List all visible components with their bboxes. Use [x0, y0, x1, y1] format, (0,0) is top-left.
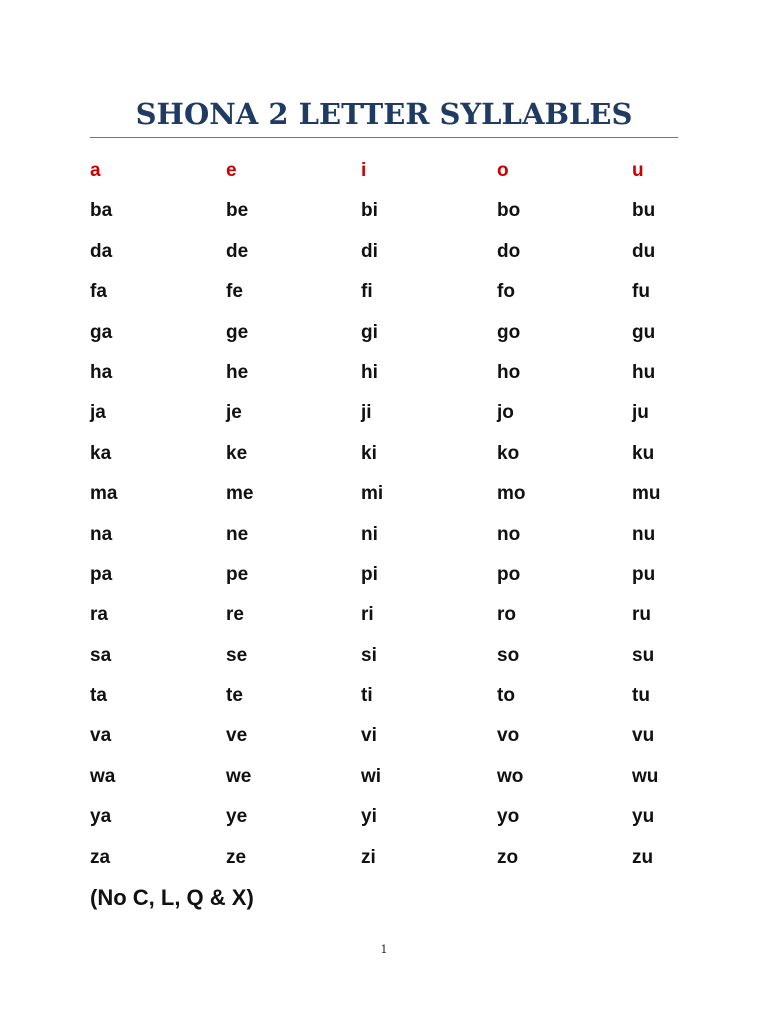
- syllable-cell: ma: [90, 483, 118, 505]
- syllable-cell: be: [226, 200, 249, 222]
- syllable-cell: je: [226, 402, 242, 424]
- syllable-cell: ga: [90, 321, 113, 343]
- vowel-cell: i: [361, 160, 367, 181]
- syllable-cell: jo: [497, 402, 514, 424]
- syllable-cell: wu: [632, 765, 659, 787]
- syllable-cell: gi: [361, 321, 378, 343]
- syllable-cell: ni: [361, 523, 378, 545]
- title-underline: [90, 137, 678, 138]
- syllable-cell: re: [226, 604, 244, 626]
- syllable-cell: da: [90, 240, 113, 262]
- syllable-cell: ye: [226, 806, 248, 828]
- syllable-cell: vu: [632, 725, 655, 747]
- syllable-cell: hi: [361, 361, 378, 383]
- syllable-cell: ti: [361, 685, 373, 707]
- page-title: SHONA 2 LETTER SYLLABLES: [135, 97, 633, 131]
- syllable-cell: fe: [226, 281, 243, 303]
- syllable-cell: ji: [361, 402, 372, 424]
- syllable-cell: za: [90, 846, 111, 868]
- syllable-cell: ta: [90, 685, 107, 707]
- syllable-cell: mo: [497, 483, 526, 505]
- syllable-cell: tu: [632, 685, 650, 707]
- syllable-cell: va: [90, 725, 112, 747]
- syllable-cell: ne: [226, 523, 249, 545]
- syllable-cell: fi: [361, 281, 373, 303]
- syllable-cell: na: [90, 523, 113, 545]
- vowel-cell: a: [90, 160, 101, 181]
- syllable-cell: pa: [90, 563, 113, 585]
- page-number: 1: [380, 943, 388, 956]
- syllable-cell: yo: [497, 806, 520, 828]
- syllable-cell: ju: [632, 402, 649, 424]
- syllable-cell: wa: [90, 765, 116, 787]
- syllable-cell: ko: [497, 442, 520, 464]
- syllable-cell: vo: [497, 725, 520, 747]
- syllable-cell: yu: [632, 806, 655, 828]
- syllable-cell: ja: [90, 402, 106, 424]
- excluded-letters-note: (No C, L, Q & X): [90, 885, 254, 910]
- syllable-cell: ya: [90, 806, 112, 828]
- syllable-cell: vi: [361, 725, 377, 747]
- syllable-cell: pu: [632, 563, 656, 585]
- syllable-cell: pe: [226, 563, 249, 585]
- syllable-cell: wi: [361, 765, 382, 787]
- syllable-cell: bi: [361, 200, 378, 222]
- syllable-cell: fa: [90, 281, 107, 303]
- syllable-cell: bo: [497, 200, 521, 222]
- syllable-cell: yi: [361, 806, 377, 828]
- syllable-cell: ze: [226, 846, 247, 868]
- syllable-cell: to: [497, 685, 515, 707]
- syllable-cell: ku: [632, 442, 655, 464]
- syllable-cell: ge: [226, 321, 249, 343]
- syllable-cell: te: [226, 685, 243, 707]
- syllable-cell: he: [226, 361, 249, 383]
- syllable-cell: ho: [497, 361, 521, 383]
- syllable-cell: ka: [90, 442, 112, 464]
- syllable-cell: zu: [632, 846, 654, 868]
- syllable-cell: ra: [90, 604, 108, 626]
- syllable-cell: gu: [632, 321, 656, 343]
- syllable-cell: sa: [90, 644, 112, 666]
- syllable-cell: zi: [361, 846, 376, 868]
- syllable-cell: me: [226, 483, 254, 505]
- syllable-cell: we: [226, 765, 252, 787]
- syllable-cell: ha: [90, 361, 113, 383]
- syllable-cell: do: [497, 240, 521, 262]
- syllable-cell: ri: [361, 604, 374, 626]
- syllable-cell: ro: [497, 604, 516, 626]
- syllable-cell: fu: [632, 281, 650, 303]
- syllable-cell: go: [497, 321, 521, 343]
- syllable-cell: no: [497, 523, 521, 545]
- syllable-cell: zo: [497, 846, 519, 868]
- vowel-cell: o: [497, 160, 509, 181]
- syllable-cell: wo: [497, 765, 524, 787]
- vowel-cell: u: [632, 160, 644, 181]
- syllable-cell: hu: [632, 361, 656, 383]
- syllable-cell: mi: [361, 483, 384, 505]
- syllable-cell: ba: [90, 200, 113, 222]
- syllable-cell: pi: [361, 563, 378, 585]
- syllable-cell: so: [497, 644, 520, 666]
- syllable-cell: di: [361, 240, 378, 262]
- syllable-cell: du: [632, 240, 656, 262]
- syllable-cell: su: [632, 644, 655, 666]
- syllable-cell: se: [226, 644, 248, 666]
- syllable-cell: ru: [632, 604, 651, 626]
- syllable-cell: ke: [226, 442, 248, 464]
- syllable-cell: mu: [632, 483, 661, 505]
- syllable-cell: nu: [632, 523, 656, 545]
- syllable-cell: fo: [497, 281, 515, 303]
- syllable-cell: ki: [361, 442, 377, 464]
- syllable-cell: ve: [226, 725, 248, 747]
- syllable-cell: po: [497, 563, 521, 585]
- syllable-cell: bu: [632, 200, 656, 222]
- syllable-cell: si: [361, 644, 377, 666]
- vowel-cell: e: [226, 160, 237, 181]
- syllable-cell: de: [226, 240, 249, 262]
